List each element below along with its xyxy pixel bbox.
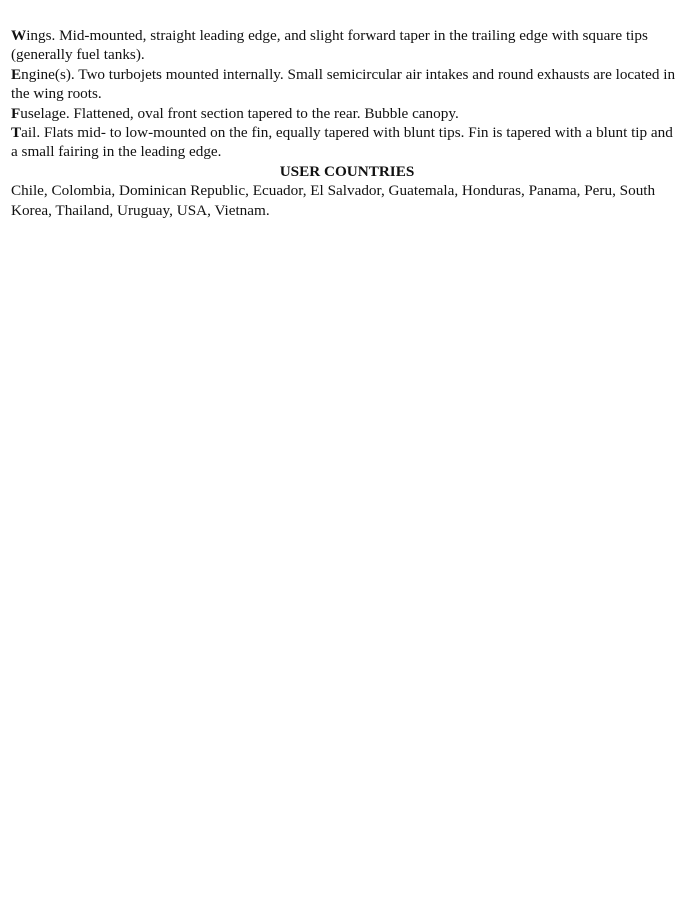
engines-paragraph — [11, 65, 683, 104]
user-countries-heading: USER COUNTRIES — [279, 162, 415, 180]
tail-lead-letter: T — [11, 124, 22, 142]
fuselage-paragraph — [11, 104, 683, 123]
tail-text: ail. Flats mid- to low-mounted on the fin, equally tapered with blunt tips. Fin is tapered with a blunt tip and a small fairing in the leading edge. — [11, 124, 673, 161]
fuselage-text: uselage. Flattened, oval front section tapered to the rear. Bubble canopy. — [20, 104, 459, 122]
fuselage-lead-letter: F — [11, 104, 21, 122]
user-countries-list: Chile, Colombia, Dominican Republic, Ecuador, El Salvador, Guatemala, Honduras, Panama, Peru, South Korea, Thailand, Uruguay, USA, Vietnam. — [11, 182, 656, 219]
engines-lead-letter: E — [11, 65, 22, 83]
tail-paragraph — [11, 123, 683, 162]
wings-paragraph — [11, 26, 683, 65]
engines-text: ngine(s). Two turbojets mounted internally. Small semicircular air intakes and round exhausts are located in the wing roots. — [11, 65, 676, 103]
wings-lead-letter: W — [11, 27, 27, 44]
document-page — [11, 26, 683, 220]
wings-text: ings. Mid-mounted, straight leading edge, and slight forward taper in the trailing edge with square tips (generally fuel tanks). — [11, 27, 648, 64]
